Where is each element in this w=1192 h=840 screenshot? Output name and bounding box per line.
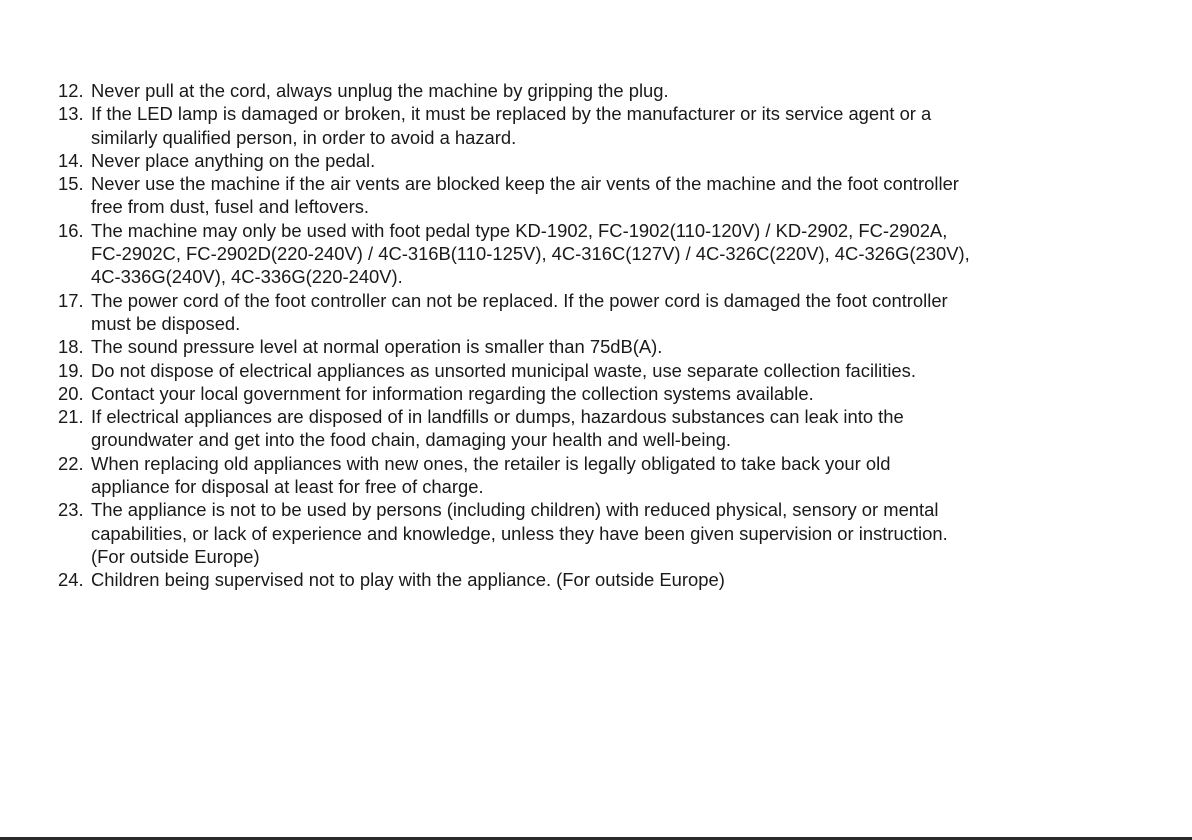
instruction-item [58,149,1183,172]
instruction-number: 15. [58,173,84,195]
instruction-text-line: Do not dispose of electrical appliances as unsorted municipal waste, use separate collection facilities. [91,359,916,381]
instruction-text-line: If the LED lamp is damaged or broken, it must be replaced by the manufacturer or its service agent or a [91,103,932,125]
instruction-text-line: must be disposed. [91,312,241,334]
instruction-item [58,359,1183,382]
instruction-text [91,335,1183,358]
instruction-text [91,452,1183,499]
instruction-number: 19. [58,359,84,381]
instruction-text-line: When replacing old appliances with new ones, the retailer is legally obligated to take back your old [91,452,891,474]
instruction-text [91,79,1183,102]
instruction-item [58,498,1183,568]
instruction-text-line: The power cord of the foot controller can not be replaced. If the power cord is damaged the foot controller [91,289,948,311]
instruction-item [58,452,1183,499]
instruction-text [91,102,1183,149]
instruction-number: 21. [58,406,84,428]
instruction-text-line: (For outside Europe) [91,545,260,567]
instruction-text-line: Never pull at the cord, always unplug the machine by gripping the plug. [91,80,669,101]
instruction-text-line: free from dust, fusel and leftovers. [91,196,370,218]
instruction-item [58,335,1183,358]
instruction-text-line: The appliance is not to be used by persons (including children) with reduced physical, sensory or mental [91,499,939,521]
instruction-text-line: The machine may only be used with foot pedal type KD-1902, FC-1902(110-120V) / KD-2902, FC-2902A, [91,219,948,241]
instruction-text-line: The sound pressure level at normal operation is smaller than 75dB(A). [91,336,663,358]
instruction-item [58,382,1183,405]
instruction-number: 18. [58,336,84,358]
instruction-number: 22. [58,452,84,474]
instruction-item [58,405,1183,452]
instruction-item [58,172,1183,219]
instruction-item [58,79,1183,102]
instruction-text-line: capabilities, or lack of experience and knowledge, unless they have been given supervision or instruction. [91,522,948,544]
instruction-number: 24. [58,569,84,591]
instruction-number: 14. [58,149,84,171]
instruction-number: 13. [58,103,84,125]
instruction-number: 20. [58,382,84,404]
instruction-text-line: If electrical appliances are disposed of in landfills or dumps, hazardous substances can leak into the [91,406,904,428]
instruction-number: 17. [58,289,84,311]
instruction-text [91,289,1183,336]
instruction-number: 16. [58,219,84,241]
instruction-text-line: appliance for disposal at least for free of charge. [91,476,484,498]
instruction-text-line: Children being supervised not to play with the appliance. (For outside Europe) [91,569,725,591]
instruction-number: 23. [58,499,84,521]
instruction-text [91,498,1183,568]
instruction-text-line: groundwater and get into the food chain, damaging your health and well-being. [91,429,732,451]
instruction-text-line: Never place anything on the pedal. [91,149,376,171]
instruction-number: 12. [58,80,84,101]
instruction-text-line: similarly qualified person, in order to avoid a hazard. [91,126,517,148]
instruction-text [91,172,1183,219]
instruction-text [91,219,1183,289]
instruction-text [91,382,1183,405]
instruction-text-line: Contact your local government for information regarding the collection systems available. [91,382,814,404]
instruction-text-line: FC-2902C, FC-2902D(220-240V) / 4C-316B(110-125V), 4C-316C(127V) / 4C-326C(220V), 4C-326G(230V), [91,243,970,265]
instruction-text [91,359,1183,382]
instruction-text [91,149,1183,172]
instruction-text-line: 4C-336G(240V), 4C-336G(220-240V). [91,266,403,288]
instruction-item [58,102,1183,149]
instruction-item [58,219,1183,289]
instruction-text [91,405,1183,452]
instruction-text [91,568,1183,591]
safety-instructions-list [58,79,1183,592]
instruction-text-line: Never use the machine if the air vents are blocked keep the air vents of the machine and the foot controller [91,173,959,195]
instruction-item [58,568,1183,591]
instruction-item [58,289,1183,336]
